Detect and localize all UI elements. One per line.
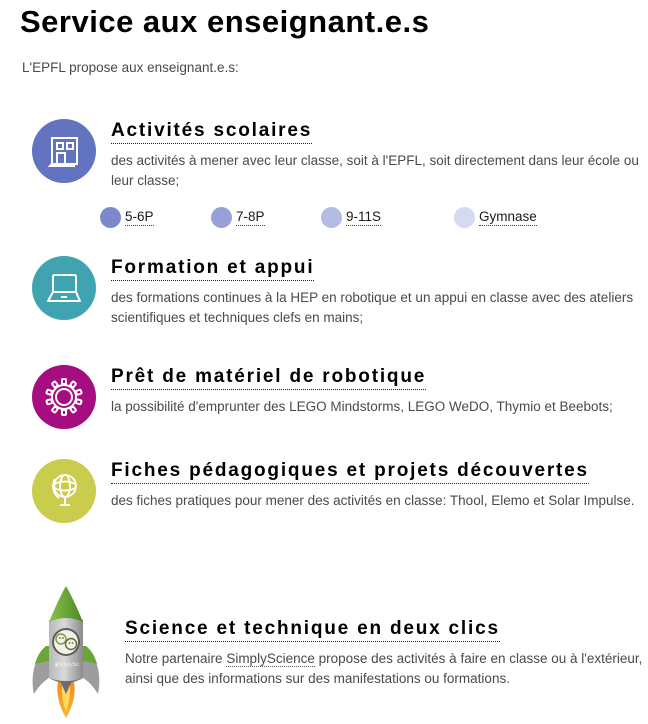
section-content — [125, 584, 648, 719]
grade-link-9-11s[interactable]: 9-11S — [346, 208, 382, 224]
section-formation-et-appui — [0, 256, 648, 329]
section-science-technique — [0, 584, 648, 719]
fiches-pedagogiques-link[interactable]: Fiches pédagogiques et projets découvertes — [111, 460, 589, 484]
formation-et-appui-link[interactable]: Formation et appui — [111, 257, 314, 281]
grade-dot-icon — [100, 207, 121, 228]
school-building-icon — [32, 119, 96, 183]
grade-link-5-6p[interactable]: 5-6P — [125, 208, 154, 224]
section-content — [111, 365, 641, 429]
gear-icon — [32, 365, 96, 429]
grade-item-5-6p — [100, 207, 211, 228]
laptop-icon — [32, 256, 96, 320]
description-text-after: propose des activités à faire en classe ou à l'extérieur, ainsi que des informations sur des manifestations ou formations. — [125, 651, 643, 687]
sections-list — [0, 119, 648, 719]
grade-dot-icon — [454, 207, 475, 228]
activites-scolaires-link[interactable]: Activités scolaires — [111, 120, 312, 144]
activites-scolaires-description: des activités à mener avec leur classe, soit à l'EPFL, soit directement dans leur école ou leur classe; — [111, 153, 639, 189]
science-technique-description — [125, 649, 648, 690]
section-content — [111, 256, 641, 329]
grade-links-row — [100, 207, 648, 228]
intro-text: L'EPFL propose aux enseignant.e.s: — [22, 60, 239, 75]
pret-materiel-link[interactable]: Prêt de matériel de robotique — [111, 366, 426, 390]
fiches-pedagogiques-description: des fiches pratiques pour mener des activités en classe: Thool, Elemo et Solar Impulse. — [111, 493, 635, 508]
grade-item-7-8p — [211, 207, 321, 228]
grade-dot-icon — [211, 207, 232, 228]
simplyscience-link[interactable]: SimplyScience — [226, 651, 315, 666]
formation-et-appui-description: des formations continues à la HEP en robotique et un appui en classe avec des ateliers scientifiques et techniques clefs en mains; — [111, 289, 634, 325]
section-pret-materiel — [0, 365, 648, 429]
rocket-image — [22, 584, 110, 719]
science-technique-link[interactable]: Science et technique en deux clics — [125, 618, 500, 642]
description-text-before: Notre partenaire — [125, 651, 227, 666]
section-content — [111, 119, 641, 192]
page-title: Service aux enseignant.e.s — [20, 4, 430, 39]
globe-icon — [32, 459, 96, 523]
grade-item-gymnase — [454, 207, 537, 228]
section-fiches-pedagogiques — [0, 459, 648, 523]
rocket-logo-text: ▮SimplySc. — [55, 662, 80, 668]
grade-item-9-11s — [321, 207, 454, 228]
pret-materiel-description: la possibilité d'emprunter des LEGO Mindstorms, LEGO WeDO, Thymio et Beebots; — [111, 399, 613, 414]
section-activites-scolaires — [0, 119, 648, 192]
grade-link-gymnase[interactable]: Gymnase — [479, 208, 537, 224]
section-content — [111, 459, 641, 523]
grade-link-7-8p[interactable]: 7-8P — [236, 208, 265, 224]
grade-dot-icon — [321, 207, 342, 228]
